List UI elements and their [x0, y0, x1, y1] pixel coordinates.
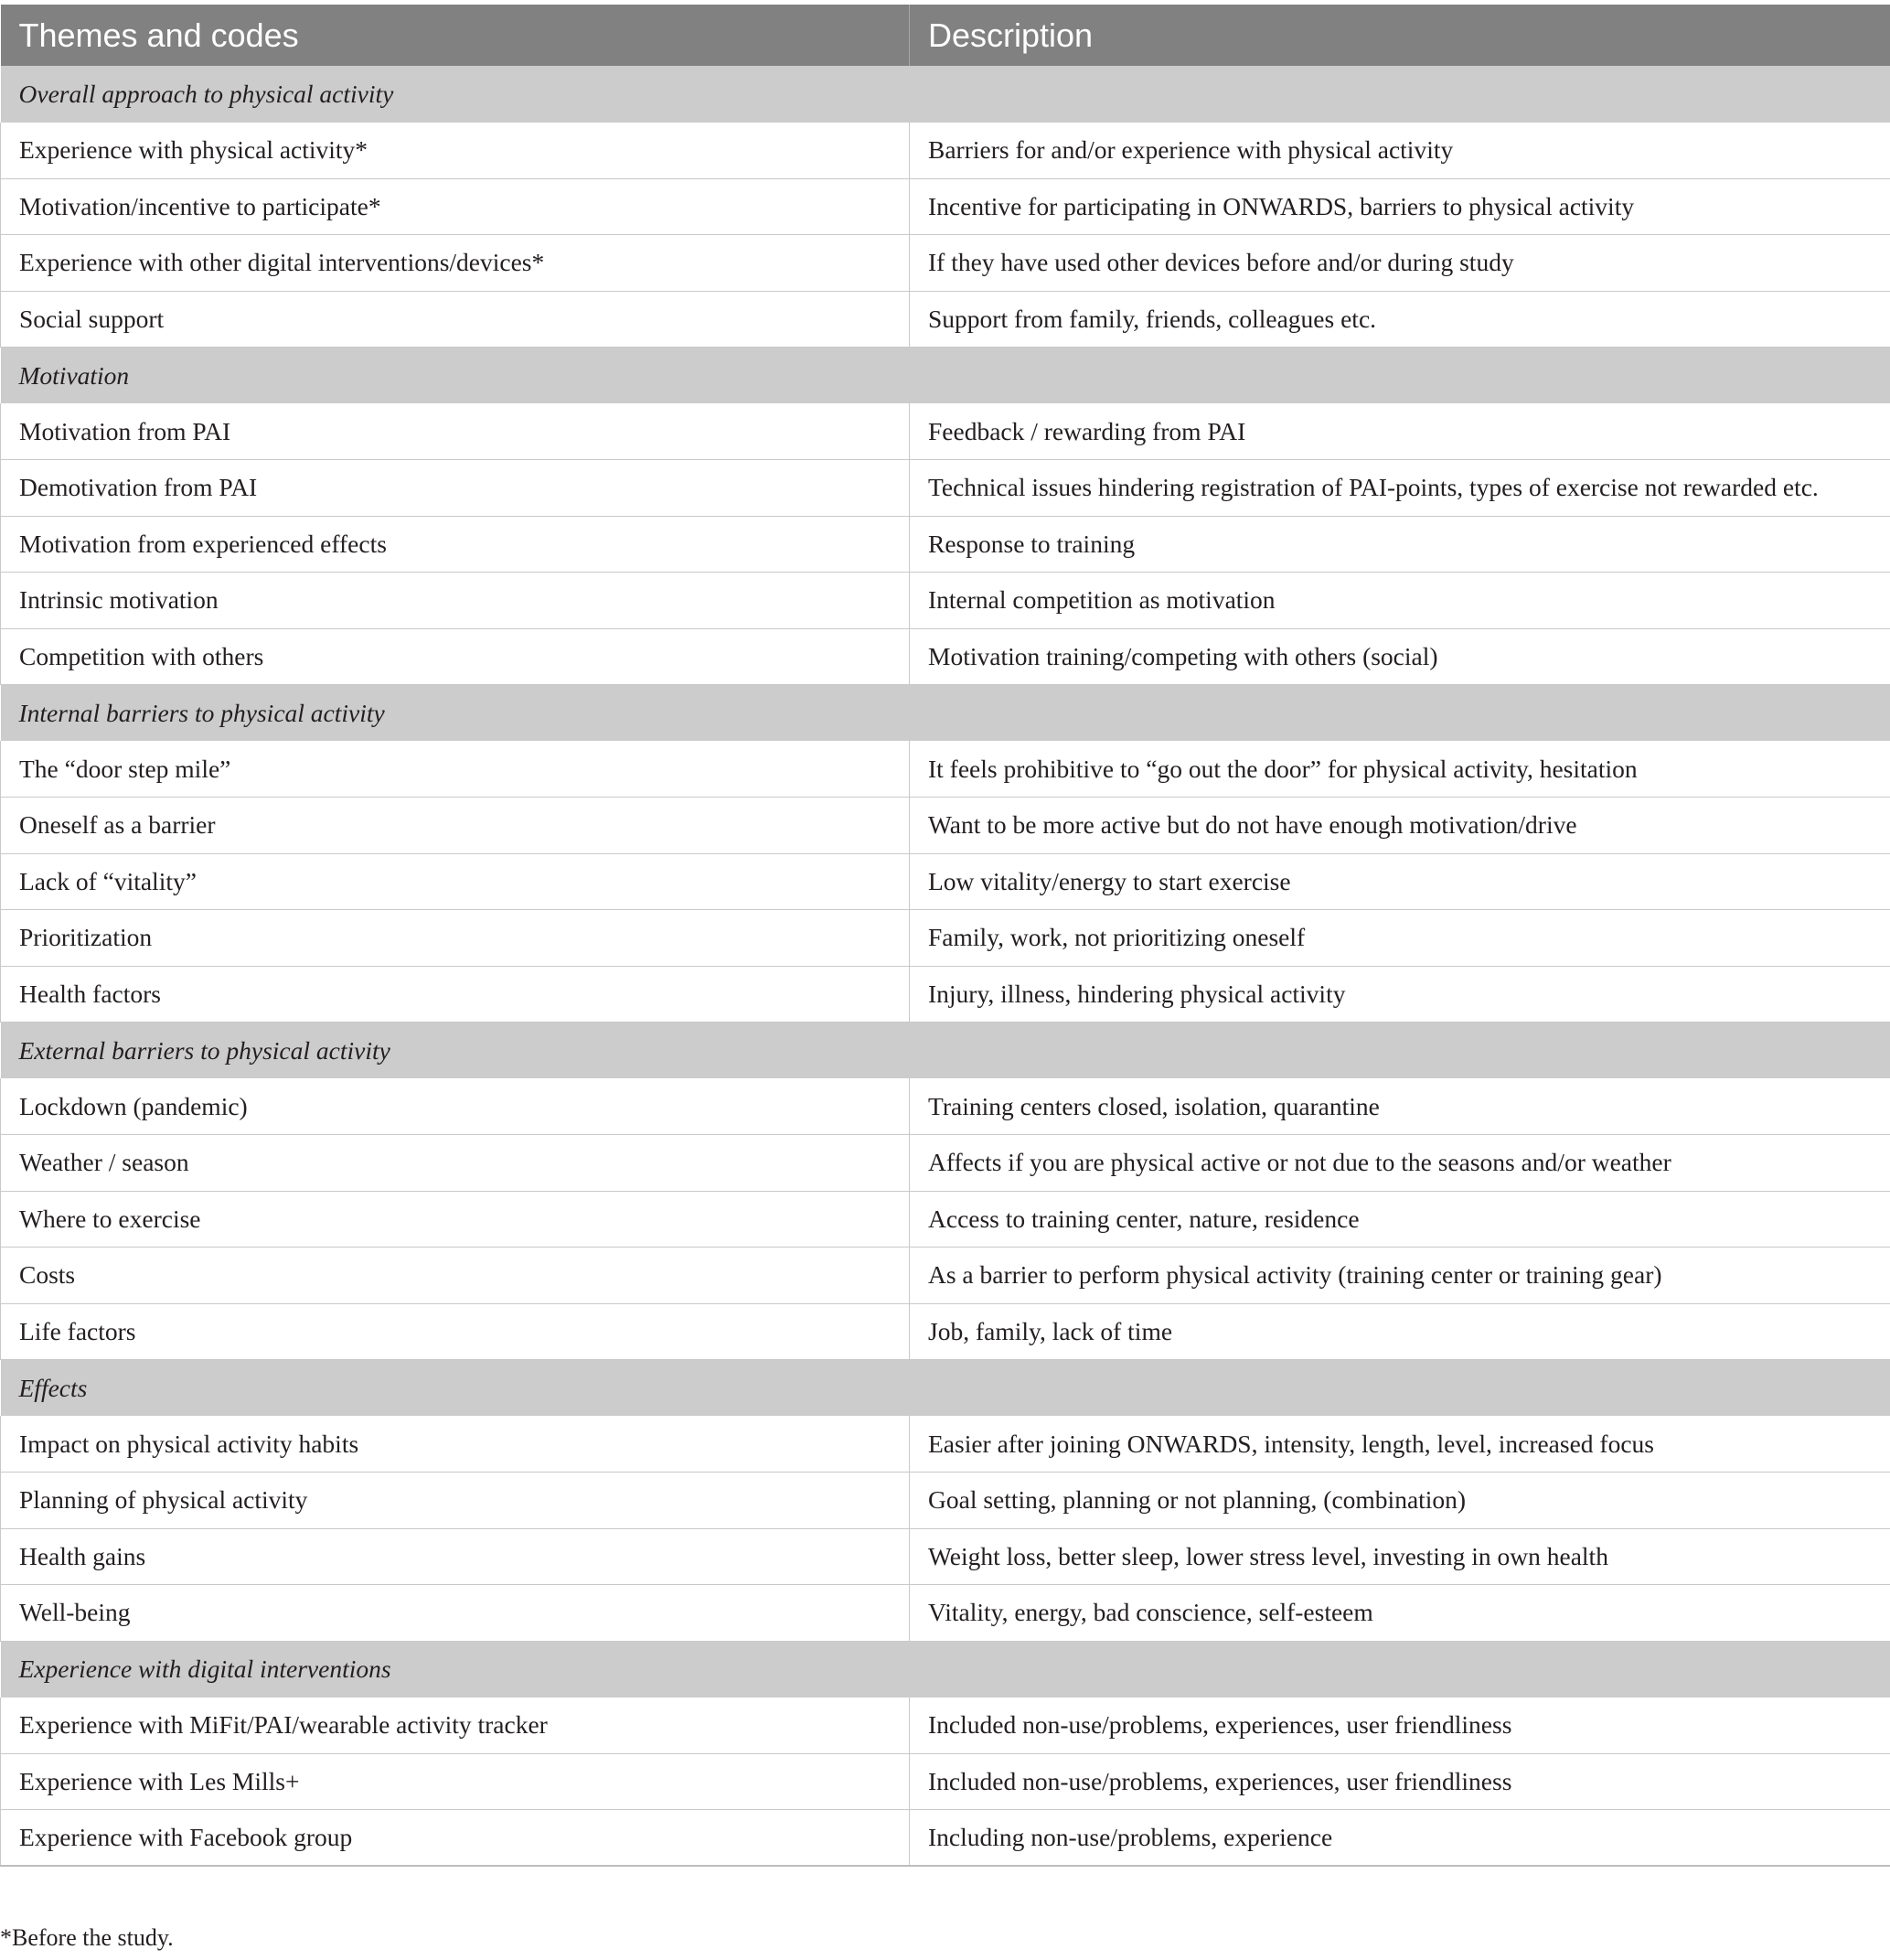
description-cell: Access to training center, nature, residence [910, 1191, 1890, 1248]
table-row [1, 1473, 1890, 1529]
description-cell: Low vitality/energy to start exercise [910, 853, 1890, 910]
theme-label: Motivation [1, 348, 1890, 404]
theme-row [1, 1023, 1890, 1079]
code-cell: Well-being [1, 1585, 910, 1642]
description-cell: Weight loss, better sleep, lower stress level, investing in own health [910, 1528, 1890, 1585]
description-cell: Internal competition as motivation [910, 573, 1890, 629]
code-cell: Health factors [1, 966, 910, 1023]
code-cell: Prioritization [1, 910, 910, 967]
theme-label: Experience with digital interventions [1, 1641, 1890, 1698]
description-cell: As a barrier to perform physical activity (training center or training gear) [910, 1248, 1890, 1304]
theme-row [1, 685, 1890, 742]
table-row [1, 741, 1890, 798]
table-row [1, 1078, 1890, 1135]
description-cell: Injury, illness, hindering physical activity [910, 966, 1890, 1023]
code-cell: Costs [1, 1248, 910, 1304]
table-row [1, 123, 1890, 179]
description-cell: Technical issues hindering registration of PAI-points, types of exercise not rewarded etc. [910, 460, 1890, 517]
description-cell: Family, work, not prioritizing oneself [910, 910, 1890, 967]
table-row [1, 1753, 1890, 1810]
table-row [1, 1135, 1890, 1192]
code-cell: Life factors [1, 1303, 910, 1360]
table-row [1, 1698, 1890, 1754]
code-cell: Motivation from PAI [1, 403, 910, 460]
description-cell: Easier after joining ONWARDS, intensity, length, level, increased focus [910, 1416, 1890, 1473]
theme-row [1, 1641, 1890, 1698]
description-cell: It feels prohibitive to “go out the door” for physical activity, hesitation [910, 741, 1890, 798]
column-header-description: Description [910, 5, 1890, 66]
description-cell: Included non-use/problems, experiences, user friendliness [910, 1698, 1890, 1754]
code-cell: Experience with Facebook group [1, 1810, 910, 1867]
table-row [1, 178, 1890, 235]
table-header [1, 5, 1890, 66]
description-cell: Affects if you are physical active or not due to the seasons and/or weather [910, 1135, 1890, 1192]
table-row [1, 853, 1890, 910]
description-cell: If they have used other devices before and/or during study [910, 235, 1890, 292]
code-cell: Experience with other digital interventions/devices* [1, 235, 910, 292]
theme-row [1, 66, 1890, 123]
theme-label: External barriers to physical activity [1, 1023, 1890, 1079]
code-cell: Lockdown (pandemic) [1, 1078, 910, 1135]
table-row [1, 1191, 1890, 1248]
description-cell: Goal setting, planning or not planning, (combination) [910, 1473, 1890, 1529]
code-cell: Demotivation from PAI [1, 460, 910, 517]
theme-row [1, 348, 1890, 404]
theme-label: Effects [1, 1360, 1890, 1417]
table-row [1, 235, 1890, 292]
table-row [1, 573, 1890, 629]
table-row [1, 966, 1890, 1023]
code-cell: Motivation/incentive to participate* [1, 178, 910, 235]
description-cell: Response to training [910, 516, 1890, 573]
code-cell: Motivation from experienced effects [1, 516, 910, 573]
table-footnote: *Before the study. [0, 1924, 174, 1951]
description-cell: Motivation training/competing with others (social) [910, 628, 1890, 685]
description-cell: Job, family, lack of time [910, 1303, 1890, 1360]
code-cell: Where to exercise [1, 1191, 910, 1248]
code-cell: Planning of physical activity [1, 1473, 910, 1529]
code-cell: Intrinsic motivation [1, 573, 910, 629]
table-body [1, 66, 1890, 1866]
description-cell: Feedback / rewarding from PAI [910, 403, 1890, 460]
table-row [1, 516, 1890, 573]
code-cell: Weather / season [1, 1135, 910, 1192]
table-row [1, 403, 1890, 460]
description-cell: Vitality, energy, bad conscience, self-esteem [910, 1585, 1890, 1642]
description-cell: Included non-use/problems, experiences, user friendliness [910, 1753, 1890, 1810]
description-cell: Training centers closed, isolation, quarantine [910, 1078, 1890, 1135]
table-row [1, 1416, 1890, 1473]
code-cell: Experience with Les Mills+ [1, 1753, 910, 1810]
description-cell: Support from family, friends, colleagues etc. [910, 291, 1890, 348]
code-cell: Competition with others [1, 628, 910, 685]
table-row [1, 628, 1890, 685]
table-row [1, 1528, 1890, 1585]
code-cell: The “door step mile” [1, 741, 910, 798]
theme-label: Internal barriers to physical activity [1, 685, 1890, 742]
table-row [1, 291, 1890, 348]
code-cell: Impact on physical activity habits [1, 1416, 910, 1473]
code-cell: Lack of “vitality” [1, 853, 910, 910]
column-header-themes-codes: Themes and codes [1, 5, 910, 66]
theme-label: Overall approach to physical activity [1, 66, 1890, 123]
description-cell: Want to be more active but do not have enough motivation/drive [910, 798, 1890, 854]
code-cell: Experience with MiFit/PAI/wearable activity tracker [1, 1698, 910, 1754]
table-row [1, 1585, 1890, 1642]
code-cell: Oneself as a barrier [1, 798, 910, 854]
code-cell: Social support [1, 291, 910, 348]
themes-codes-table [0, 5, 1890, 1867]
table-row [1, 460, 1890, 517]
code-cell: Experience with physical activity* [1, 123, 910, 179]
table-row [1, 1810, 1890, 1867]
table-row [1, 1248, 1890, 1304]
table-row [1, 1303, 1890, 1360]
table-row [1, 910, 1890, 967]
description-cell: Incentive for participating in ONWARDS, barriers to physical activity [910, 178, 1890, 235]
theme-row [1, 1360, 1890, 1417]
code-cell: Health gains [1, 1528, 910, 1585]
description-cell: Barriers for and/or experience with physical activity [910, 123, 1890, 179]
description-cell: Including non-use/problems, experience [910, 1810, 1890, 1867]
table-row [1, 798, 1890, 854]
